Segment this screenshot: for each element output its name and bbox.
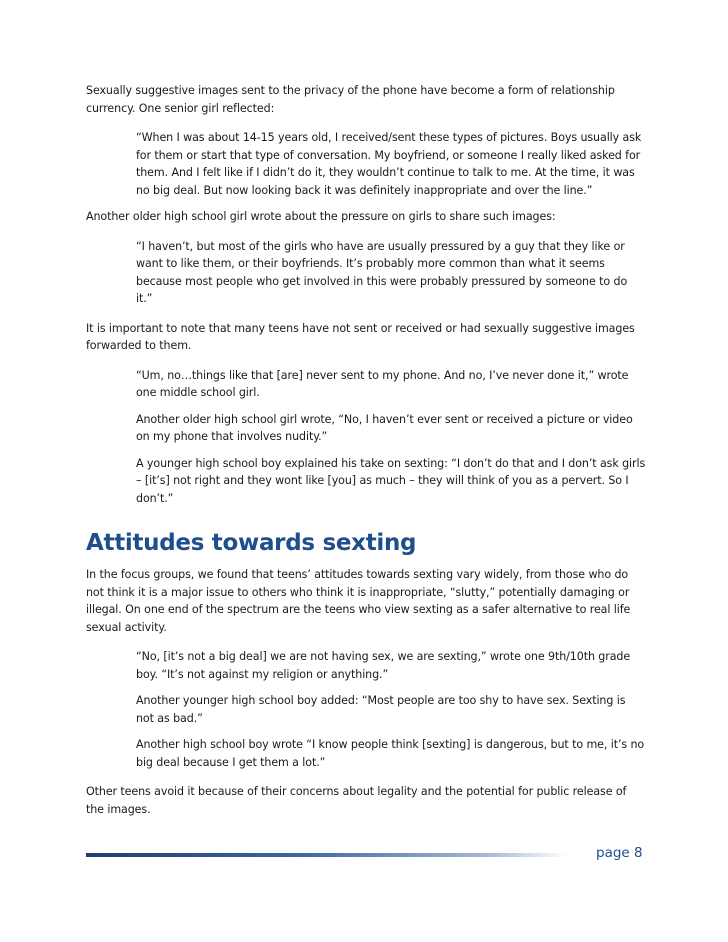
block-quote: “When I was about 14-15 years old, I received/sent these types of pictures. Boys usually ask for them or start that type of conversation. My boyfriend, or someone I really liked asked for them. And I felt like if I didn’t do it, they wouldn’t continue to talk to me. At the time, it was no big deal. But now looking back it was definitely inappropriate and over the line.” [136, 131, 642, 197]
footer-divider [86, 853, 566, 857]
paragraph: Other teens avoid it because of their concerns about legality and the potential for public release of the images. [86, 785, 627, 816]
page-number: page 8 [596, 845, 643, 861]
block-quote: “I haven’t, but most of the girls who have are usually pressured by a guy that they like or want to like them, or their boyfriends. It’s probably more common than what it seems because most people who get involved in this were probably pressured by someone to do it.” [136, 239, 628, 305]
page-body [86, 82, 646, 830]
paragraph: Another older high school girl wrote about the pressure on girls to share such images: [86, 210, 556, 223]
block-quote: Another older high school girl wrote, “No, I haven’t ever sent or received a picture or video on my phone that involves nudity.” [136, 412, 633, 443]
block-quote: “No, [it’s not a big deal] we are not having sex, we are sexting,” wrote one 9th/10th grade boy. “It’s not against my religion or anything.” [136, 650, 631, 681]
block-quote: A younger high school boy explained his take on sexting: “I don’t do that and I don’t ask girls – [it’s] not right and they wont like [you] as much – they will think of you as a pervert. So I don’t.” [136, 456, 646, 505]
paragraph: In the focus groups, we found that teens’ attitudes towards sexting vary widely, from those who do not think it is a major issue to others who think it is inappropriate, “slutty,” potentially damaging or illegal. On one end of the spectrum are the teens who view sexting as a safer alternative to real life sexual activity. [86, 568, 631, 634]
section-heading: Attitudes towards sexting [86, 530, 417, 556]
block-quote: Another younger high school boy added: “Most people are too shy to have sex. Sexting is not as bad.” [136, 694, 626, 725]
block-quote: Another high school boy wrote “I know people think [sexting] is dangerous, but to me, it’s no big deal because I get them a lot.” [136, 738, 645, 769]
paragraph: It is important to note that many teens have not sent or received or had sexually suggestive images forwarded to them. [86, 321, 635, 352]
paragraph: Sexually suggestive images sent to the privacy of the phone have become a form of relationship currency. One senior girl reflected: [86, 84, 615, 115]
block-quote: “Um, no…things like that [are] never sent to my phone. And no, I’ve never done it,” wrote one middle school girl. [136, 368, 629, 399]
